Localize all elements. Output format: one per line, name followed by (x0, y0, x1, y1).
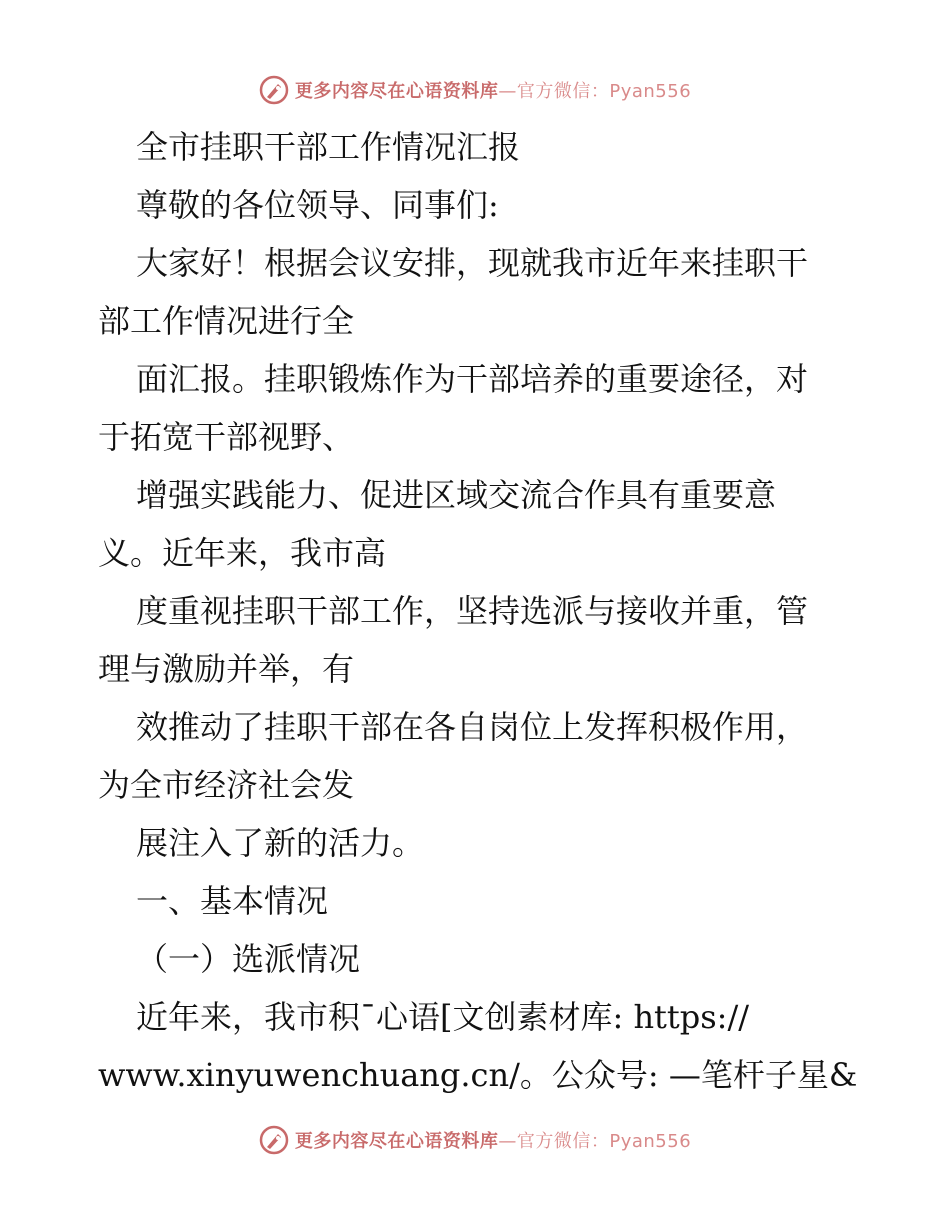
body-line: 义。近年来，我市高 (98, 534, 387, 572)
watermark-wechat-label: 官方微信： (516, 81, 610, 102)
body-line: www.xinyuwenchuang.cn/。公众号: —笔杆子星& (98, 1056, 858, 1094)
watermark-wechat-label: 官方微信： (516, 1131, 610, 1152)
subsection-heading: （一）选派情况 (136, 940, 361, 978)
footer-watermark (0, 1122, 950, 1158)
body-line: 于拓宽干部视野、 (98, 418, 355, 456)
section-heading: 一、基本情况 (136, 882, 329, 920)
watermark-dash: — (498, 81, 517, 102)
watermark-dash: — (498, 1131, 517, 1152)
watermark-text (295, 1127, 691, 1153)
body-line: 面汇报。挂职锻炼作为干部培养的重要途径，对 (136, 360, 809, 398)
watermark-wechat-id: Pyan556 (609, 81, 692, 102)
body-line: 近年来，我市积¯心语[文创素材库: https:// (136, 998, 750, 1036)
header-watermark (0, 72, 950, 108)
watermark-wechat-id: Pyan556 (609, 1131, 692, 1152)
document-body (98, 118, 858, 1104)
watermark-site-text: 更多内容尽在心语资料库 (294, 1131, 499, 1152)
body-line: 增强实践能力、促进区域交流合作具有重要意 (136, 476, 777, 514)
document-title: 全市挂职干部工作情况汇报 (136, 128, 521, 166)
watermark-text (295, 77, 691, 103)
body-line: 度重视挂职干部工作，坚持选派与接收并重，管 (136, 592, 809, 630)
body-line: 展注入了新的活力。 (136, 824, 425, 862)
watermark-site-text: 更多内容尽在心语资料库 (294, 81, 499, 102)
body-line: 效推动了挂职干部在各自岗位上发挥积极作用， (136, 708, 809, 746)
body-line: 部工作情况进行全 (98, 302, 355, 340)
pen-nib-logo-icon (259, 1125, 289, 1155)
body-line: 大家好！根据会议安排，现就我市近年来挂职干 (136, 244, 809, 282)
salutation: 尊敬的各位领导、同事们: (136, 186, 499, 224)
pen-nib-logo-icon (259, 75, 289, 105)
body-line: 为全市经济社会发 (98, 766, 355, 804)
body-line: 理与激励并举，有 (98, 650, 355, 688)
